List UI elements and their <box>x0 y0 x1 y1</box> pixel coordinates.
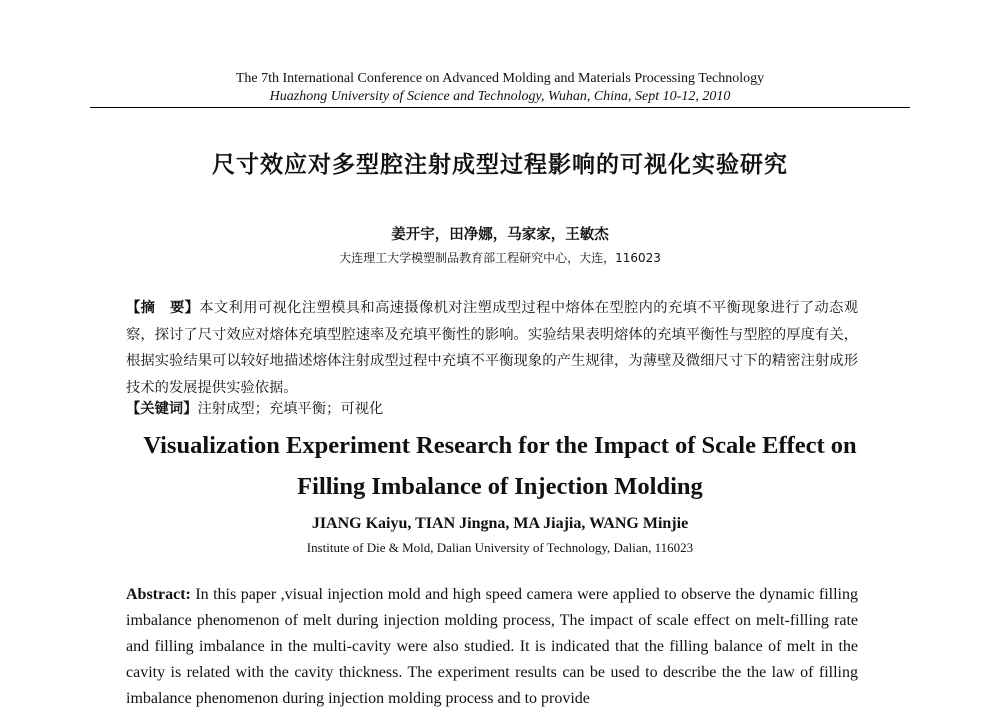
english-authors: JIANG Kaiyu, TIAN Jingna, MA Jiajia, WANG Minjie <box>311 515 689 532</box>
english-title-line-1: Visualization Experiment Research for the Impact of Scale Effect on <box>143 432 857 459</box>
english-title-line-2: Filling Imbalance of Injection Molding <box>297 473 703 500</box>
conference-venue: Huazhong University of Science and Technology, Wuhan, China, Sept 10-12, 2010 <box>269 89 731 104</box>
chinese-authors: 姜开宇，田净娜，马家家，王敏杰 <box>391 226 609 243</box>
chinese-keywords-text: 注射成型；充填平衡；可视化 <box>197 401 384 417</box>
english-title <box>0 425 1000 507</box>
conference-name: The 7th International Conference on Advanced Molding and Materials Processing Technology <box>235 71 765 86</box>
chinese-abstract-label: 【摘 要】 <box>126 300 200 316</box>
chinese-keywords-label: 【关键词】 <box>126 401 198 417</box>
chinese-keywords <box>126 398 858 420</box>
english-abstract-text: In this paper ,visual injection mold and high speed camera were applied to observe the dynamic filling imbalance phenomenon of melt during injection molding process, The impact of scale effect on melt-filling rate and filling imbalance in the multi-cavity were also studied. It is indicated that the filling balance of melt in the cavity is related with the cavity thickness. The experiment results can be used to describe the the law of filling imbalance phenomenon during injection molding process and to provide <box>126 586 858 707</box>
english-abstract <box>126 582 858 712</box>
header-rule <box>90 107 910 108</box>
english-abstract-label: Abstract: <box>126 586 191 603</box>
chinese-affiliation: 大连理工大学模塑制品教育部工程研究中心，大连，116023 <box>339 251 661 265</box>
english-affiliation: Institute of Die & Mold, Dalian University of Technology, Dalian, 116023 <box>306 540 694 555</box>
chinese-title: 尺寸效应对多型腔注射成型过程影响的可视化实验研究 <box>212 152 788 178</box>
chinese-abstract <box>126 295 858 401</box>
chinese-abstract-text: 本文利用可视化注塑模具和高速摄像机对注塑成型过程中熔体在型腔内的充填不平衡现象进行了动态观察，探讨了尺寸效应对熔体充填型腔速率及充填平衡性的影响。实验结果表明熔体的充填平衡性与型腔的厚度有关，根据实验结果可以较好地描述熔体注射成型过程中充填不平衡现象的产生规律，为薄壁及微细尺寸下的精密注射成形技术的发展提供实验依据。 <box>126 300 859 396</box>
